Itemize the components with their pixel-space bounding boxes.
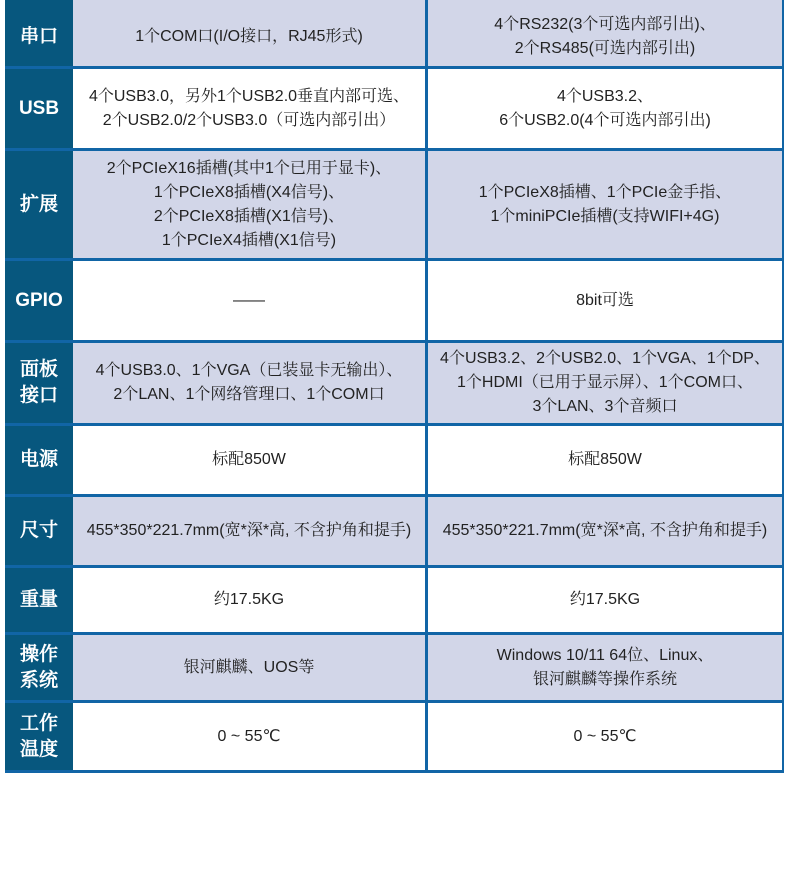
- row-header-line: 接口: [19, 385, 58, 406]
- spec-cell-col2: [425, 635, 782, 700]
- row-header-line: 重量: [19, 589, 58, 610]
- cell-line: 4个RS232(3个可选内部引出)、: [494, 15, 716, 33]
- spec-cell-col1: [73, 703, 425, 770]
- row-header-label: [5, 497, 73, 565]
- cell-line: 455*350*221.7mm(宽*深*高, 不含护角和提手): [442, 522, 768, 539]
- cell-line: 约17.5KG: [213, 591, 285, 608]
- spec-row: [5, 261, 782, 343]
- row-header-label: [5, 261, 73, 340]
- cell-line: 0 ~ 55℃: [573, 727, 637, 745]
- spec-cell-col2: [425, 568, 782, 632]
- table-row-partial-top: [5, 0, 782, 7]
- spec-cell-col1: [73, 7, 425, 66]
- row-header-label: [5, 151, 73, 258]
- spec-cell-col1: [73, 261, 425, 340]
- cell-line: ——: [233, 291, 265, 309]
- spec-cell-col1: [73, 635, 425, 700]
- cell-line: 4个USB3.0，另外1个USB2.0垂直内部可选、: [88, 87, 410, 105]
- cell-line: 4个USB3.0、1个VGA（已装显卡无输出）、: [95, 362, 403, 379]
- row-header-line: 工作: [19, 712, 58, 734]
- row-header-line: 操作: [19, 643, 58, 665]
- row-header-label: [5, 426, 73, 494]
- cell-line: 银河麒麟、UOS等: [183, 658, 315, 676]
- spec-cell-col2: [425, 426, 782, 494]
- spec-cell-col1: [73, 426, 425, 494]
- cell-line: 1个miniPCIe插槽(支持WIFI+4G): [490, 207, 720, 225]
- row-header-line: 温度: [19, 738, 58, 760]
- row-header-line: 扩展: [19, 193, 58, 215]
- spec-cell-col1: [73, 69, 425, 148]
- row-header-label: [5, 568, 73, 632]
- spec-cell-col2: [425, 261, 782, 340]
- spec-cell-col1: [73, 568, 425, 632]
- row-header-label: [5, 343, 73, 423]
- spec-row: [5, 497, 782, 568]
- spec-cell-col1: [73, 497, 425, 565]
- spec-cell-col2: [425, 343, 782, 423]
- table-rows: [5, 7, 782, 773]
- cell-line: 4个USB3.2、2个USB2.0、1个VGA、1个DP、: [440, 350, 770, 367]
- cell-line: 约17.5KG: [569, 591, 641, 608]
- cell-line: 6个USB2.0(4个可选内部引出): [499, 111, 711, 129]
- cell-line: 3个LAN、3个音频口: [532, 398, 678, 415]
- cell-line: 4个USB3.2、: [556, 87, 654, 105]
- cell-line: 标配850W: [212, 451, 286, 468]
- cell-line: 8bit可选: [576, 291, 634, 309]
- row-header-line: 串口: [19, 25, 58, 47]
- cell-line: 标配850W: [568, 451, 642, 468]
- cell-line: 455*350*221.7mm(宽*深*高, 不含护角和提手): [86, 522, 412, 539]
- row-header-label: [5, 703, 73, 770]
- spec-cell-col1: [73, 151, 425, 258]
- spec-cell-col1: [73, 343, 425, 423]
- cell-line: 1个PCIeX8插槽、1个PCIe金手指、: [478, 183, 732, 201]
- cell-line: 1个PCIeX8插槽(X4信号)、: [153, 183, 345, 201]
- cell-line: 2个PCIeX8插槽(X1信号)、: [153, 207, 345, 225]
- cell-line: 2个PCIeX16插槽(其中1个已用于显卡)、: [106, 159, 392, 177]
- row-header-line: 电源: [19, 449, 58, 470]
- row-header-line: 尺寸: [19, 520, 58, 541]
- row-header-label: [5, 635, 73, 700]
- spec-row: [5, 568, 782, 635]
- spec-cell-col2: [425, 7, 782, 66]
- cell-line: 2个USB2.0/2个USB3.0（可选内部引出）: [102, 111, 396, 129]
- row-header-label: [5, 7, 73, 66]
- cell-line: 2个RS485(可选内部引出): [514, 39, 696, 57]
- row-header-line: USB: [18, 97, 60, 119]
- cell-line: 银河麒麟等操作系统: [532, 670, 677, 688]
- spec-cell-col2: [425, 69, 782, 148]
- row-header-line: 面板: [19, 359, 58, 380]
- cell-line: Windows 10/11 64位、Linux、: [496, 646, 714, 664]
- spec-cell-col2: [425, 151, 782, 258]
- cell-line: 1个HDMI（已用于显示屏）、1个COM口、: [456, 374, 753, 391]
- cell-line: 2个LAN、1个网络管理口、1个COM口: [113, 386, 385, 403]
- row-header-line: 系统: [19, 669, 58, 691]
- spec-row: [5, 703, 782, 773]
- spec-row: [5, 69, 782, 151]
- cell-line: 0 ~ 55℃: [217, 727, 281, 745]
- spec-comparison-table: [5, 0, 784, 773]
- cell-line: 1个COM口(I/O接口，RJ45形式): [135, 27, 363, 45]
- spec-row: [5, 7, 782, 69]
- row-header-line: GPIO: [15, 289, 63, 311]
- spec-cell-col2: [425, 497, 782, 565]
- spec-row: [5, 635, 782, 703]
- cell-line: 1个PCIeX4插槽(X1信号): [161, 231, 337, 249]
- spec-row: [5, 426, 782, 497]
- spec-cell-col2: [425, 703, 782, 770]
- spec-row: [5, 343, 782, 426]
- row-header-label: [5, 69, 73, 148]
- spec-row: [5, 151, 782, 261]
